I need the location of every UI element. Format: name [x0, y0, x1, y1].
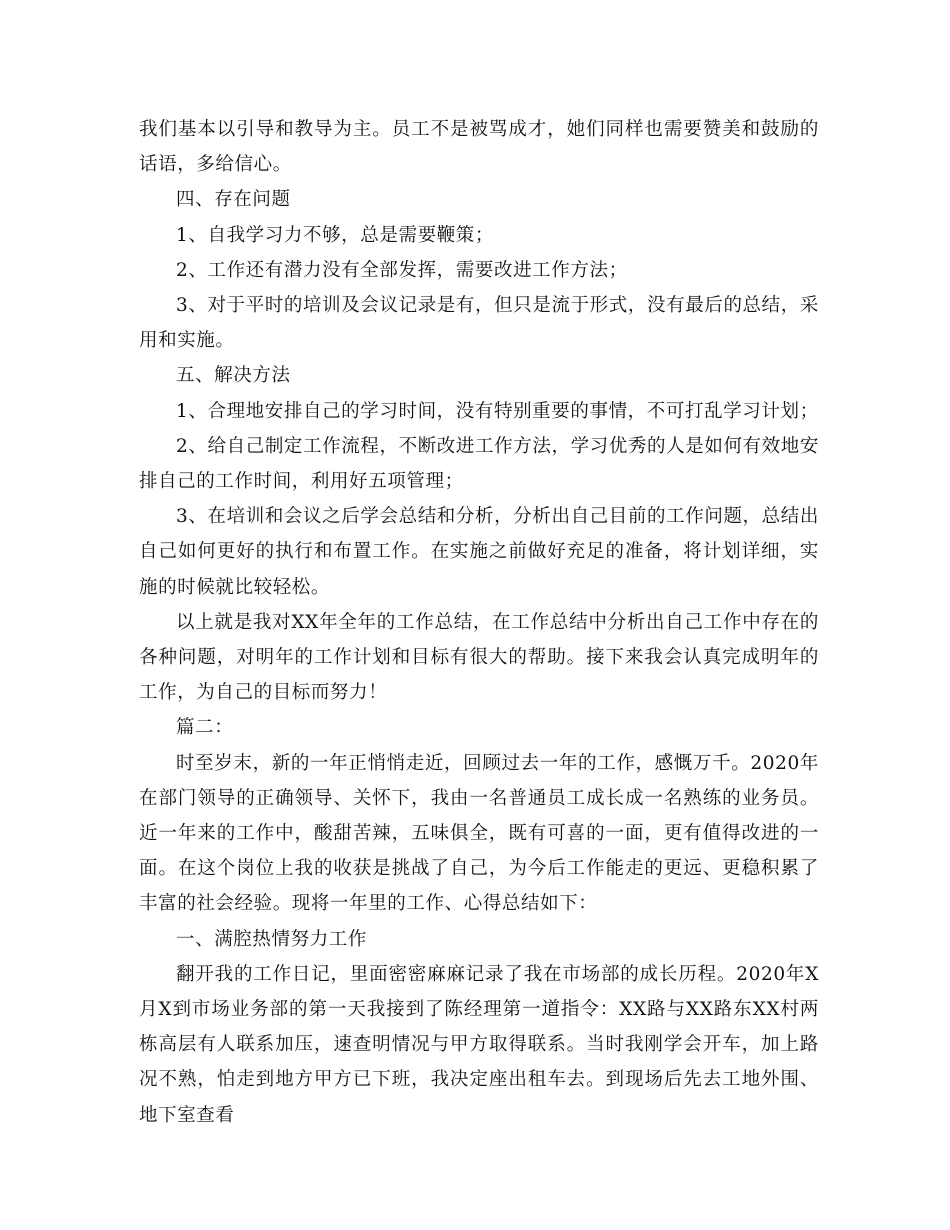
paragraph-work-diary: 翻开我的工作日记，里面密密麻麻记录了我在市场部的成长历程。2020年X月X到市场业务部的第一天我接到了陈经理第一道指令：XX路与XX路东XX村两栋高层有人联系加压，速查明情况与甲方取得联系。当时我刚学会开车，加上路况不熟，怕走到地方甲方已下班，我决定座出租车去。到现场后先去工地外围、地下室查看 [139, 963, 819, 1126]
heading-section-5: 五、解决方法 [176, 365, 291, 387]
heading-section-1: 一、满腔热情努力工作 [176, 928, 368, 950]
paragraph-1: 我们基本以引导和教导为主。员工不是被骂成才，她们同样也需要赞美和鼓励的话语，多给信心。 [139, 119, 819, 176]
heading-section-4: 四、存在问题 [176, 189, 291, 211]
paragraph-intro-part-2: 时至岁末，新的一年正悄悄走近，回顾过去一年的工作，感慨万千。2020年在部门领导的正确领导、关怀下，我由一名普通员工成长成一名熟练的业务员。近一年来的工作中，酸甜苦辣，五味俱全，既有可喜的一面，更有值得改进的一面。在这个岗位上我的收获是挑战了自己，为今后工作能走的更远、更稳积累了丰富的社会经验。现将一年里的工作、心得总结如下： [139, 752, 819, 915]
list-item-solution-2: 2、给自己制定工作流程，不断改进工作方法，学习优秀的人是如何有效地安排自己的工作时间，利用好五项管理； [139, 435, 819, 493]
list-item-solution-3: 3、在培训和会议之后学会总结和分析，分析出自己目前的工作问题，总结出自己如何更好的执行和布置工作。在实施之前做好充足的准备，将计划详细，实施的时候就比较轻松。 [139, 506, 819, 598]
list-item-problem-1: 1、自我学习力不够，总是需要鞭策； [176, 224, 494, 246]
list-item-problem-2: 2、工作还有潜力没有全部发挥，需要改进工作方法； [176, 259, 628, 281]
list-item-solution-1: 1、合理地安排自己的学习时间，没有特别重要的事情，不可打乱学习计划； [176, 400, 819, 422]
paragraph-summary: 以上就是我对XX年全年的工作总结，在工作总结中分析出自己工作中存在的各种问题，对明年的工作计划和目标有很大的帮助。接下来我会认真完成明年的工作，为自己的目标而努力！ [139, 611, 819, 704]
document-body [139, 112, 819, 1133]
list-item-problem-3: 3、对于平时的培训及会议记录是有，但只是流于形式，没有最后的总结，采用和实施。 [139, 295, 819, 352]
heading-part-2: 篇二： [176, 717, 234, 739]
